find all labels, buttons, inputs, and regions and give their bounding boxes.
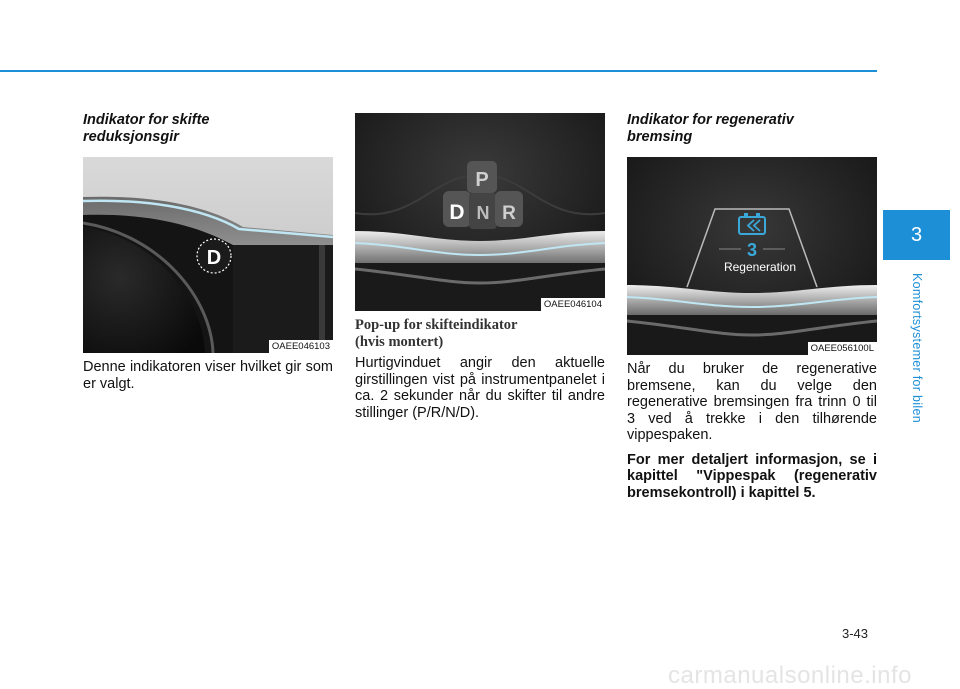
- chapter-title-vertical: Komfortsystemer for bilen: [910, 273, 925, 423]
- regen-caption-label: Regeneration: [723, 260, 797, 274]
- column-shift-popup: [355, 110, 605, 421]
- page-number: 3-43: [842, 626, 869, 641]
- section-heading: Indikator for skifte reduksjonsgir: [83, 112, 210, 145]
- section-heading: Pop-up for skifteindikator (hvis montert): [355, 317, 518, 350]
- column-shift-indicator: [83, 110, 333, 392]
- gear-d-active-label: D: [449, 201, 465, 224]
- gear-r-label: R: [502, 203, 516, 224]
- regen-level-label: 3: [746, 240, 758, 260]
- section-heading: Indikator for regenerativ bremsing: [627, 112, 794, 145]
- figure-code: OAEE056100L: [808, 342, 877, 355]
- figure-code: OAEE046104: [541, 298, 605, 311]
- cluster-illustration: [83, 157, 333, 353]
- gear-d-label: D: [206, 247, 222, 269]
- gear-n-label: N: [476, 203, 490, 223]
- gear-p-label: P: [475, 169, 489, 191]
- figure-code: OAEE046103: [269, 340, 333, 353]
- chapter-tab: 3: [883, 210, 950, 260]
- popup-illustration: [355, 113, 605, 311]
- column-regen-indicator: [627, 110, 877, 501]
- figure-shift-popup: [355, 113, 605, 311]
- regen-illustration: [627, 157, 877, 355]
- watermark: carmanualsonline.info: [668, 662, 912, 689]
- paragraph: Denne indikatoren viser hvilket gir som er valgt.: [83, 359, 333, 392]
- paragraph-reference: For mer detaljert informasjon, se i kapittel "Vippespak (regenerativ bremsekontroll) i kapittel 5.: [627, 451, 877, 501]
- figure-shift-indicator: [83, 157, 333, 353]
- paragraph: Når du bruker de regenerative bremsene, kan du velge den regenerative bremsingen fra trinn 0 til 3 ved å trekke i den tilhørende vippespaken.: [627, 361, 877, 443]
- paragraph: Hurtigvinduet angir den aktuelle girstillingen vist på instrumentpanelet i ca. 2 sekunder når du skifter til andre stillinger (P/R/N/D).: [355, 355, 605, 421]
- header-rule: [0, 70, 877, 72]
- figure-regen-indicator: [627, 157, 877, 355]
